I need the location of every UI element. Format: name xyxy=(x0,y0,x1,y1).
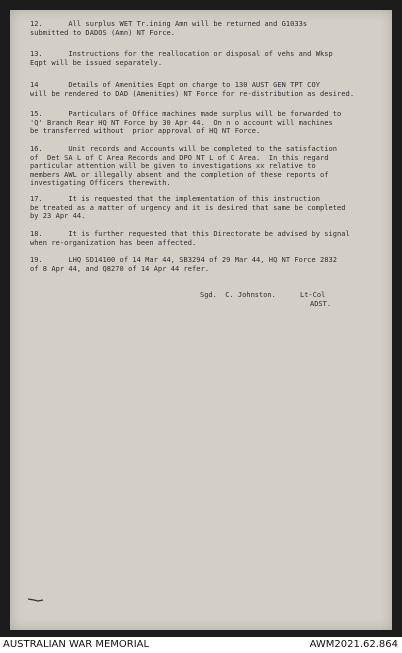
footer-institution: AUSTRALIAN WAR MEMORIAL xyxy=(3,639,150,650)
footer-bar xyxy=(0,637,402,653)
paragraph-16: 16. Unit records and Accounts will be completed to the satisfaction of Det SA L of C Area Records and DPO NT L of C Area. In this regard particular attention will be given to investigations xx relative to members AWL or illegally absent and the completion of these reports of investigating Officers therewith. xyxy=(30,145,338,188)
paragraph-12: 12. All surplus WET Tr.ining Amn will be returned and G1033s submitted to DADOS (Amn) NT Force. xyxy=(30,20,308,37)
paragraph-19: 19. LHQ SD14100 of 14 Mar 44, SB3294 of 29 Mar 44, HQ NT Force 2832 of 8 Apr 44, and Q8270 of 14 Apr 44 refer. xyxy=(30,256,338,273)
paragraph-18: 18. It is further requested that this Directorate be advised by signal when re-organization has been affected. xyxy=(30,230,350,247)
paragraph-17: 17. It is requested that the implementation of this instruction be treated as a matter of urgency and it is desired that same be completed by 23 Apr 44. xyxy=(30,195,346,221)
signature-title: ADST. xyxy=(310,300,332,308)
ink-mark-icon xyxy=(28,598,44,602)
signature-rank: Lt-Col xyxy=(300,291,326,299)
footer-accession-number: AWM2021.62.864 xyxy=(309,639,398,650)
document-page xyxy=(10,10,392,630)
signature-sgd: Sgd. C. Johnston. xyxy=(200,291,276,299)
paragraph-14: 14 Details of Amenities Eqpt on charge to 130 AUST GEN TPT COY will be rendered to DAD (Amenities) NT Force for re-distribution as desired. xyxy=(30,81,355,98)
paragraph-15: 15. Particulars of Office machines made surplus will be forwarded to 'Q' Branch Rear HQ NT Force by 30 Apr 44. On n o account will machines be transferred without prior approval of HQ NT Force. xyxy=(30,110,342,136)
paragraph-13: 13. Instructions for the reallocation or disposal of vehs and Wksp Eqpt will be issued separately. xyxy=(30,50,333,67)
